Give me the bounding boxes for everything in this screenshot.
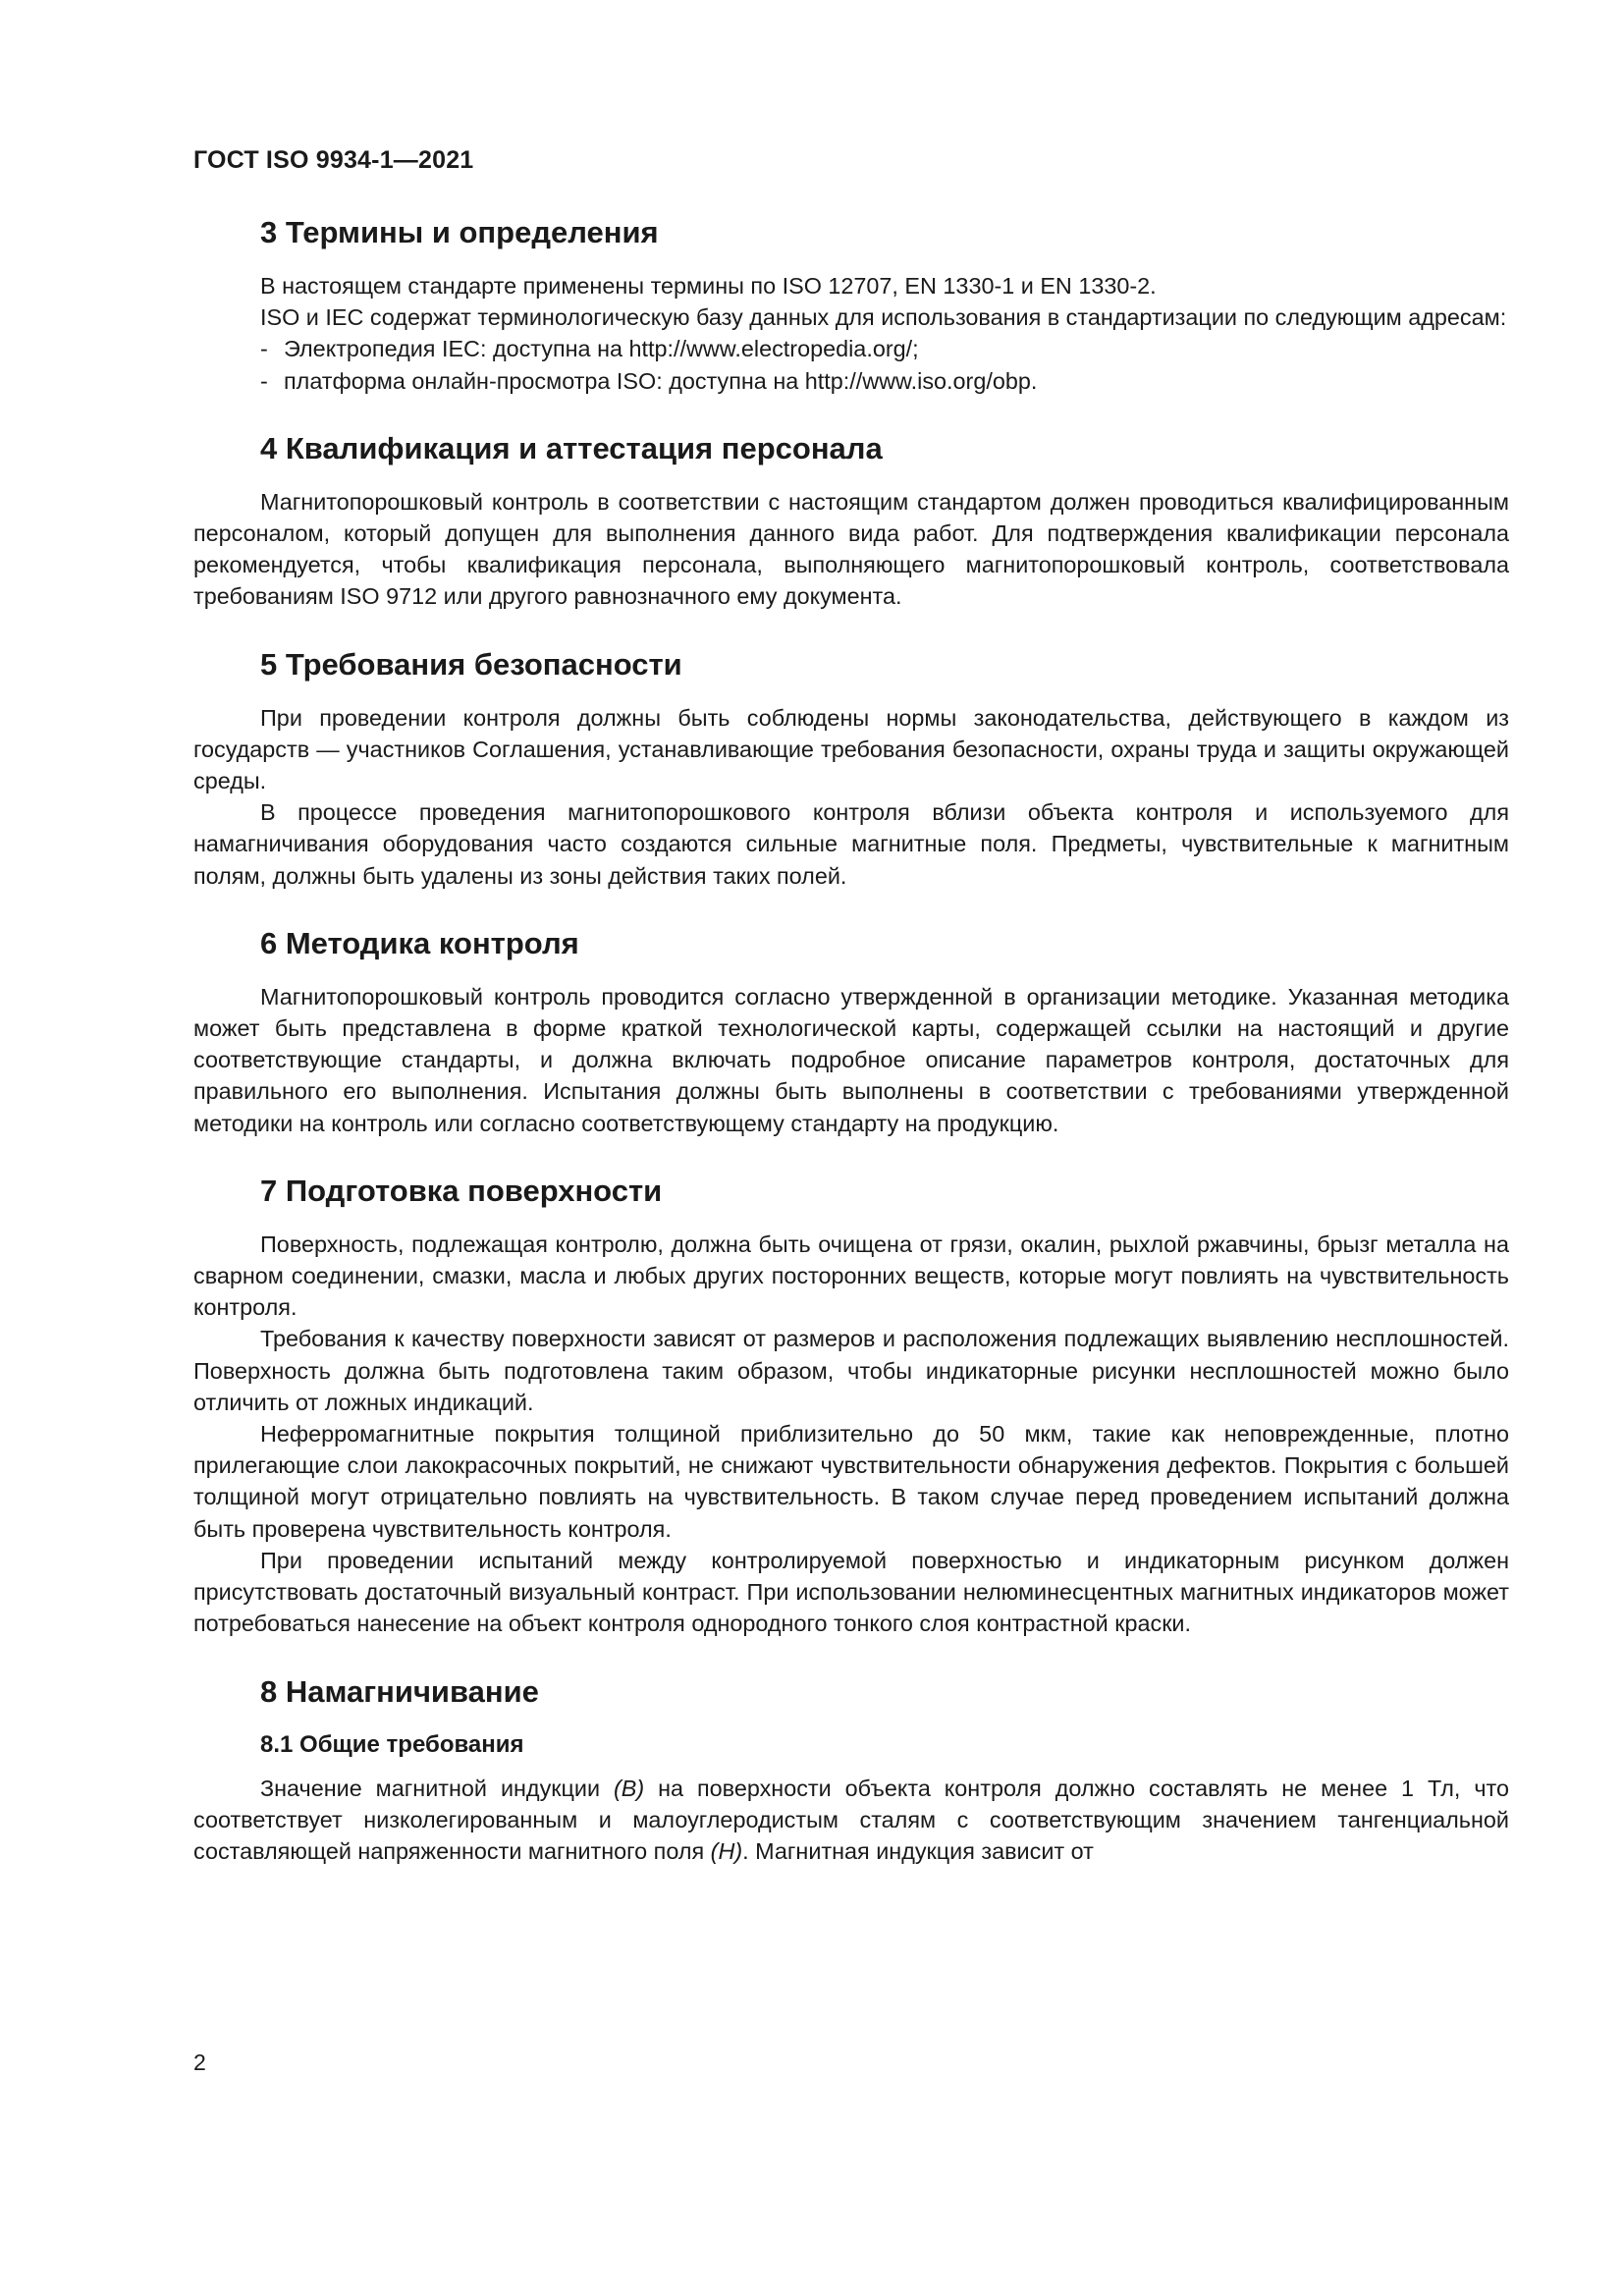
list-item [260, 365, 1509, 397]
symbol-b: (B) [613, 1775, 645, 1801]
paragraph-text: на поверхности объекта контроля должно составлять не менее 1 Тл, что соответствует низколегированным и малоуглеродистым сталям с соответствующим значением тангенциальной составляющей напряженности магнитного поля [193, 1775, 1509, 1864]
section-title: 6 Методика контроля [260, 925, 579, 960]
section-6 [193, 925, 1509, 1139]
section-5 [193, 646, 1509, 892]
list-item [260, 333, 1509, 364]
section-title: 4 Квалификация и аттестация персонала [260, 430, 883, 465]
paragraph: Требования к качеству поверхности зависят от размеров и расположения подлежащих выявлению несплошностей. Поверхность должна быть подготовлена таким образом, чтобы индикаторные рисунки несплошностей можно было отличить от ложных индикаций. [193, 1326, 1509, 1415]
paragraph-text: Значение магнитной индукции [260, 1775, 614, 1801]
paragraph: Магнитопорошковый контроль в соответствии с настоящим стандартом должен проводиться квалифицированным персоналом, который допущен для выполнения данного вида работ. Для подтверждения квалификации персонала рекомендуется, чтобы квалификация персонала, выполняющего магнитопорошковый контроль, соответствовала требованиям ISO 9712 или другого равнозначного ему документа. [193, 488, 1509, 610]
dash-bullet: - [260, 336, 268, 362]
paragraph: Магнитопорошковый контроль проводится согласно утвержденной в организации методике. Указанная методика может быть представлена в форме краткой технологической карты, содержащей ссылки на настоящий и другие соответствующие стандарты, и должна включать подробное описание параметров контроля, достаточных для правильного его выполнения. Испытания должны быть выполнены в соответствии с требованиями утвержденной методики на контроль или согласно соответствующему стандарту на продукцию. [193, 983, 1509, 1136]
symbol-h: (H) [710, 1837, 743, 1864]
section-title: 5 Требования безопасности [260, 646, 682, 682]
page-number: 2 [193, 2050, 206, 2075]
section-title: 7 Подготовка поверхности [260, 1173, 663, 1208]
paragraph: ISO и IEC содержат терминологическую базу данных для использования в стандартизации по следующим адресам: [260, 304, 1507, 331]
dash-bullet: - [260, 367, 268, 394]
section-4 [193, 430, 1509, 613]
document-header: ГОСТ ISO 9934-1—2021 [193, 146, 474, 174]
document-page [193, 145, 1509, 1867]
paragraph [193, 1773, 1509, 1868]
section-8 [193, 1673, 1509, 1868]
paragraph: При проведении контроля должны быть соблюдены нормы законодательства, действующего в каждом из государств — участников Соглашения, устанавливающие требования безопасности, охраны труда и защиты окружающей среды. [193, 704, 1509, 794]
paragraph-text: . Магнитная индукция зависит от [742, 1837, 1094, 1864]
paragraph: В процессе проведения магнитопорошкового контроля вблизи объекта контроля и используемого для намагничивания оборудования часто создаются сильные магнитные поля. Предметы, чувствительные к магнитным полям, должны быть удалены из зоны действия таких полей. [193, 799, 1509, 889]
list-item-text: Электропедия IEC: доступна на http://www.electropedia.org/; [284, 336, 919, 362]
subsection-title: 8.1 Общие требования [260, 1730, 524, 1758]
paragraph: Поверхность, подлежащая контролю, должна быть очищена от грязи, окалин, рыхлой ржавчины, брызг металла на сварном соединении, смазки, масла и любых других посторонних веществ, которые могут повлиять на чувствительность контроля. [193, 1230, 1509, 1321]
section-title: 8 Намагничивание [260, 1673, 539, 1709]
paragraph: Неферромагнитные покрытия толщиной приблизительно до 50 мкм, такие как неповрежденные, плотно прилегающие слои лакокрасочных покрытий, не снижают чувствительности обнаружения дефектов. Покрытия с большей толщиной могут отрицательно повлиять на чувствительность. В таком случае перед проведением испытаний должна быть проверена чувствительность контроля. [193, 1421, 1509, 1542]
section-3 [193, 214, 1509, 397]
paragraph: При проведении испытаний между контролируемой поверхностью и индикаторным рисунком должен присутствовать достаточный визуальный контраст. При использовании нелюминесцентных магнитных индикаторов может потребоваться нанесение на объект контроля однородного тонкого слоя контрастной краски. [193, 1547, 1509, 1637]
section-title: 3 Термины и определения [260, 215, 659, 249]
section-7 [193, 1173, 1509, 1640]
list-item-text: платформа онлайн-просмотра ISO: доступна на http://www.iso.org/obp. [284, 367, 1038, 394]
paragraph: В настоящем стандарте применены термины по ISO 12707, EN 1330-1 и EN 1330-2. [260, 273, 1157, 299]
